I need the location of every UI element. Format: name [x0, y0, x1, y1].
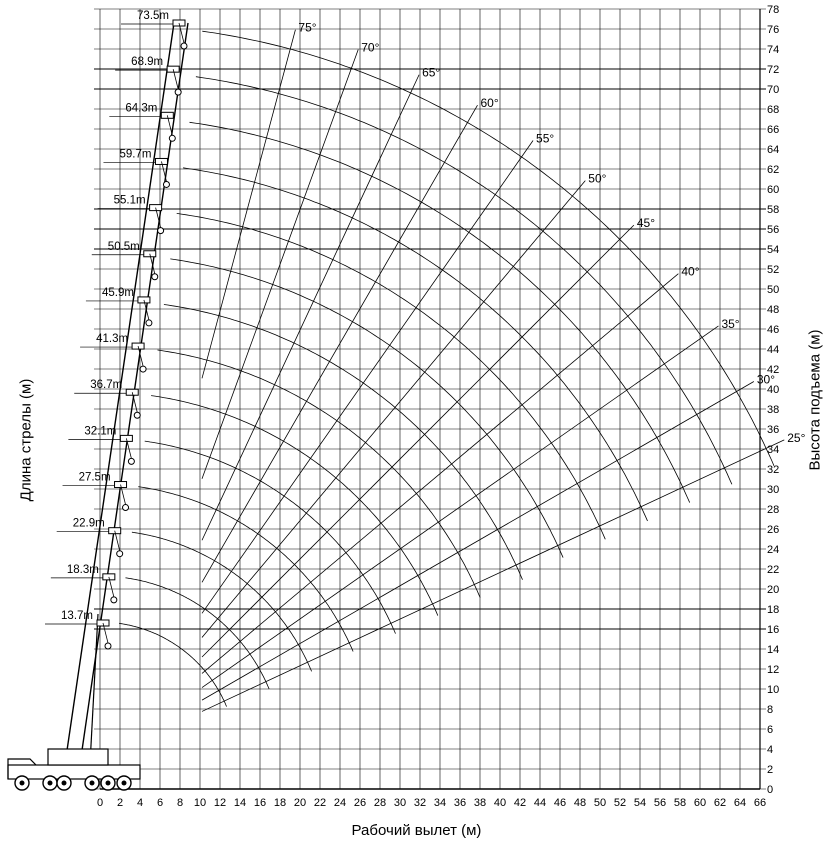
x-tick-label: 46 — [553, 797, 567, 809]
y-axis-title: Высота подъема (м) — [806, 329, 824, 471]
boom-length-arc — [126, 578, 270, 689]
x-tick-label: 6 — [156, 797, 164, 809]
boom-length-arc — [145, 441, 396, 633]
hook-block — [158, 228, 164, 234]
truck-wheel-hub — [90, 781, 95, 786]
hook-block — [105, 643, 111, 649]
x-tick-label: 48 — [573, 797, 587, 809]
x-tick-label: 38 — [473, 797, 487, 809]
superstructure — [48, 749, 108, 765]
boom-length-label: 22.9m — [72, 517, 105, 530]
x-tick-label: 24 — [333, 797, 347, 809]
y-tick-label: 68 — [767, 104, 780, 116]
x-tick-label: 60 — [693, 797, 707, 809]
x-tick-label: 52 — [613, 797, 627, 809]
hook-block — [169, 135, 175, 141]
x-tick-label: 14 — [233, 797, 247, 809]
hook-block — [175, 89, 181, 95]
grid — [94, 9, 766, 789]
hook-block — [123, 505, 129, 511]
angle-label: 40° — [681, 264, 700, 279]
y-tick-label: 24 — [767, 544, 780, 556]
boom-length-label: 41.3m — [96, 333, 129, 346]
boom-length-arc — [158, 350, 481, 598]
boom-length-arc — [177, 213, 606, 539]
y-tick-label: 50 — [767, 284, 780, 296]
truck-wheel-hub — [48, 781, 53, 786]
y-tick-label: 44 — [767, 344, 780, 356]
x-tick-label: 32 — [413, 797, 427, 809]
x-tick-label: 34 — [433, 797, 447, 809]
angle-label: 70° — [361, 40, 380, 55]
y-tick-label: 14 — [767, 644, 780, 656]
x-tick-label: 58 — [673, 797, 687, 809]
angle-line — [202, 141, 533, 614]
y-tick-label: 72 — [767, 64, 780, 76]
boom-length-arc — [196, 77, 732, 485]
boom-length-arc — [151, 396, 438, 616]
hook-block — [163, 181, 169, 187]
hook-block — [128, 458, 134, 464]
boom-length-label: 18.3m — [66, 563, 99, 576]
boom-length-label: 50.5m — [107, 240, 140, 253]
y-tick-label: 0 — [767, 784, 774, 796]
angle-label: 50° — [588, 171, 607, 186]
y-tick-label: 40 — [767, 384, 780, 396]
x-tick-label: 66 — [753, 797, 767, 809]
hook-block — [181, 43, 187, 49]
boom-length-label: 55.1m — [113, 194, 146, 207]
angle-line — [202, 30, 295, 379]
x-tick-label: 44 — [533, 797, 547, 809]
y-tick-label: 58 — [767, 204, 780, 216]
truck-wheel-hub — [20, 781, 25, 786]
boom-length-arc — [190, 122, 690, 502]
hook-block — [140, 366, 146, 372]
angle-label: 55° — [536, 131, 555, 146]
y-tick-label: 76 — [767, 24, 780, 36]
hook-block — [152, 274, 158, 280]
y-tick-label: 34 — [767, 444, 780, 456]
y-tick-label: 2 — [767, 764, 774, 776]
boom-length-label: 36.7m — [90, 379, 123, 392]
y-tick-label: 10 — [767, 684, 780, 696]
angle-line — [202, 75, 419, 541]
x-tick-label: 2 — [116, 797, 124, 809]
x-tick-label: 20 — [293, 797, 307, 809]
truck-wheel-hub — [62, 781, 67, 786]
angle-label: 30° — [756, 372, 776, 387]
x-tick-label: 42 — [513, 797, 527, 809]
y-tick-label: 32 — [767, 464, 780, 476]
x-tick-label: 56 — [653, 797, 667, 809]
crane-illustration — [8, 20, 188, 790]
boom-length-label: 68.9m — [131, 56, 164, 69]
y-tick-label: 4 — [767, 744, 774, 756]
y-tick-label: 12 — [767, 664, 780, 676]
boom-length-label: 64.3m — [125, 102, 158, 115]
y-tick-label: 38 — [767, 404, 780, 416]
x-tick-label: 0 — [96, 797, 104, 809]
angle-label: 25° — [787, 430, 806, 445]
y-tick-label: 22 — [767, 564, 780, 576]
hook-block — [111, 597, 117, 603]
x-tick-label: 30 — [393, 797, 407, 809]
boom-length-label: 59.7m — [119, 148, 152, 161]
angle-line — [202, 440, 784, 712]
y-tick-label: 20 — [767, 584, 780, 596]
x-tick-label: 54 — [633, 797, 647, 809]
boom-length-label: 73.5m — [137, 10, 169, 22]
boom-length-arc — [164, 305, 523, 580]
x-tick-label: 12 — [213, 797, 227, 809]
boom-length-arc — [183, 168, 647, 521]
angle-label: 45° — [636, 216, 656, 231]
x-tick-label: 10 — [193, 797, 207, 809]
y-tick-label: 18 — [767, 604, 780, 616]
y-tick-label: 42 — [767, 364, 780, 376]
angle-line — [202, 225, 634, 657]
boom-length-arc — [119, 623, 227, 706]
y-tick-label: 6 — [767, 724, 774, 736]
y-tick-label: 60 — [767, 184, 780, 196]
x-tick-label: 18 — [273, 797, 287, 809]
x-tick-label: 22 — [313, 797, 327, 809]
y-tick-label: 30 — [767, 484, 780, 496]
x-tick-label: 26 — [353, 797, 367, 809]
angle-label: 60° — [480, 96, 499, 111]
y-tick-label: 66 — [767, 124, 780, 136]
x-tick-label: 40 — [493, 797, 507, 809]
y-tick-label: 74 — [767, 44, 780, 56]
y-tick-label: 64 — [767, 144, 780, 156]
boom-length-label: 13.7m — [61, 610, 93, 622]
x-tick-label: 4 — [136, 797, 144, 809]
y-tick-label: 54 — [767, 244, 780, 256]
x-tick-label: 16 — [253, 797, 267, 809]
x-tick-label: 28 — [373, 797, 387, 809]
y-tick-label: 46 — [767, 324, 780, 336]
y-tick-label: 70 — [767, 84, 780, 96]
y-tick-label: 28 — [767, 504, 780, 516]
y-tick-label: 36 — [767, 424, 780, 436]
boom-length-arc — [132, 532, 312, 671]
x-tick-label: 8 — [176, 797, 184, 809]
y-tick-label: 78 — [767, 4, 780, 16]
y-tick-label: 62 — [767, 164, 780, 176]
boom-length-label: 45.9m — [101, 286, 134, 299]
boom-length-label: 32.1m — [84, 425, 117, 438]
y-tick-label: 48 — [767, 304, 780, 316]
hook-block — [117, 551, 123, 557]
angle-label: 65° — [422, 65, 441, 80]
boom-length-arc — [170, 259, 563, 558]
x-tick-label: 62 — [713, 797, 727, 809]
x-tick-label: 50 — [593, 797, 607, 809]
boom-length-axis-title: Длина стрелы (м) — [17, 378, 35, 502]
x-tick-label: 64 — [733, 797, 747, 809]
x-tick-label: 36 — [453, 797, 467, 809]
angle-label: 75° — [298, 20, 317, 35]
boom-length-label: 27.5m — [78, 471, 111, 484]
truck-wheel-hub — [122, 781, 127, 786]
y-tick-label: 8 — [767, 704, 774, 716]
y-tick-label: 56 — [767, 224, 780, 236]
y-tick-label: 52 — [767, 264, 780, 276]
angle-label: 35° — [721, 316, 740, 331]
hook-block — [146, 320, 152, 326]
truck-wheel-hub — [106, 781, 111, 786]
y-tick-label: 26 — [767, 524, 780, 536]
y-tick-label: 16 — [767, 624, 780, 636]
hook-block — [134, 412, 140, 418]
x-axis-title: Рабочий вылет (м) — [351, 822, 482, 839]
